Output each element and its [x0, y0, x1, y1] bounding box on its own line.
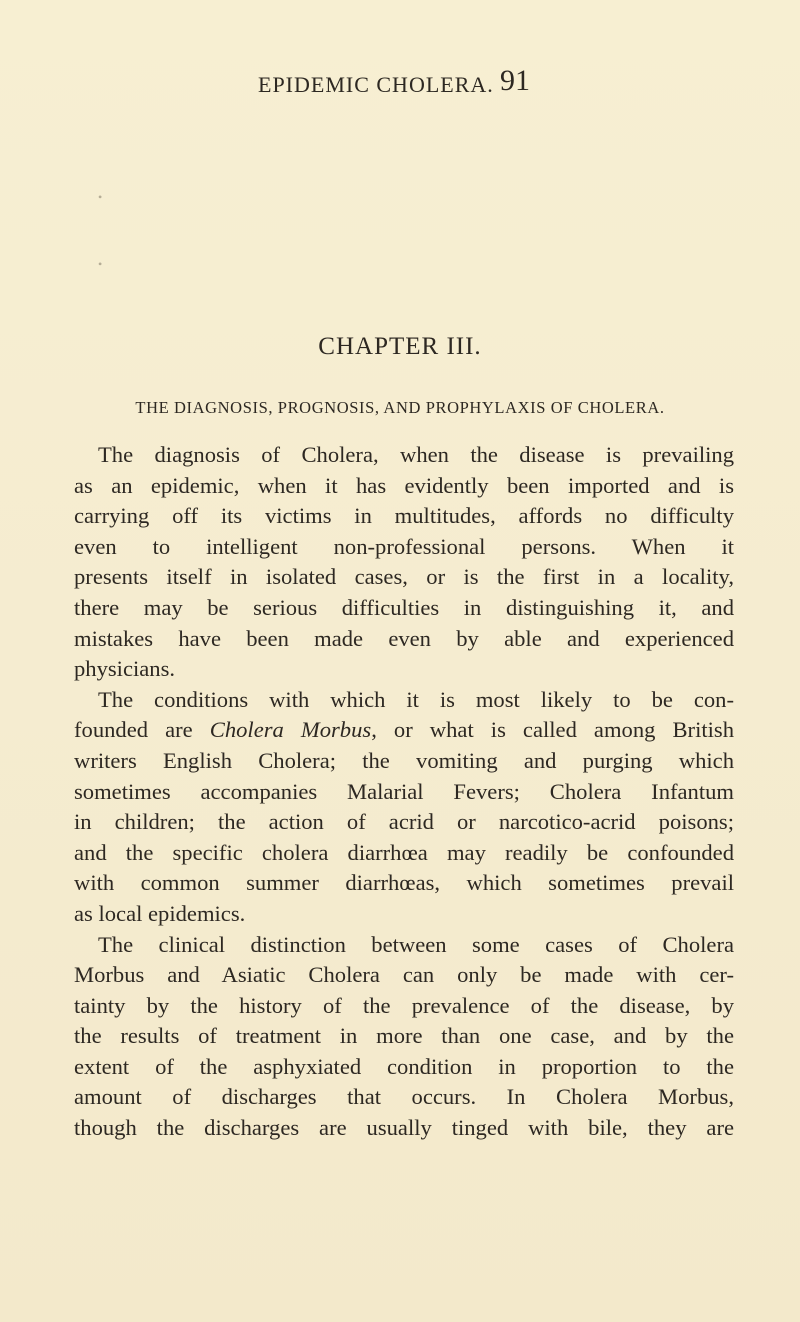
text-line: The diagnosis of Cholera, when the disease is prevailing: [98, 442, 734, 467]
text-line: though the discharges are usually tinged with bile, they are: [74, 1115, 734, 1141]
text-line: presents itself in isolated cases, or is the first in a locality,: [74, 564, 734, 590]
text-line: and the specific cholera diarrhœa may readily be confounded: [74, 839, 734, 865]
running-head: [0, 62, 800, 102]
text-line: there may be serious difficulties in distinguishing it, and: [74, 594, 734, 620]
text-line: as local epidemics.: [74, 900, 246, 926]
running-title: EPIDEMIC CHOLERA.: [258, 72, 494, 97]
text-line: mistakes have been made even by able and experienced: [74, 625, 734, 651]
text-line: sometimes accompanies Malarial Fevers; Cholera Infantum: [74, 778, 734, 804]
text-line: amount of discharges that occurs. In Cholera Morbus,: [74, 1084, 734, 1110]
text-line: Morbus and Asiatic Cholera can only be made with cer-: [74, 962, 734, 988]
text-line: in children; the action of acrid or narcotico-acrid poisons;: [74, 809, 734, 835]
text-line: with common summer diarrhœas, which sometimes prevail: [74, 870, 734, 896]
chapter-subtitle: THE DIAGNOSIS, PROGNOSIS, AND PROPHYLAXIS OF CHOLERA.: [135, 398, 665, 417]
italic-term: Cholera Morbus: [209, 717, 372, 743]
text-line: [74, 715, 734, 746]
text-line: the results of treatment in more than one case, and by the: [74, 1023, 734, 1049]
text-fragment: , or what is called among British: [371, 717, 735, 743]
chapter-title: CHAPTER III.: [318, 333, 482, 360]
text-line: The conditions with which it is most likely to be con-: [98, 686, 734, 712]
text-line: writers English Cholera; the vomiting and purging which: [74, 747, 734, 773]
text-line: even to intelligent non-professional persons. When it: [74, 533, 734, 559]
text-line: carrying off its victims in multitudes, affords no difficulty: [74, 503, 734, 529]
page-speck: •: [98, 190, 103, 204]
text-line: The clinical distinction between some cases of Cholera: [98, 931, 734, 957]
text-line: as an epidemic, when it has evidently been imported and is: [74, 472, 734, 498]
text-line: tainty by the history of the prevalence of the disease, by: [74, 992, 734, 1018]
text-fragment: founded are: [74, 717, 210, 743]
page-speck: •: [98, 257, 103, 271]
page-number: 91: [500, 64, 530, 97]
text-line: physicians.: [74, 656, 176, 682]
body-text: [74, 440, 734, 1144]
text-line: extent of the asphyxiated condition in proportion to the: [74, 1053, 734, 1079]
